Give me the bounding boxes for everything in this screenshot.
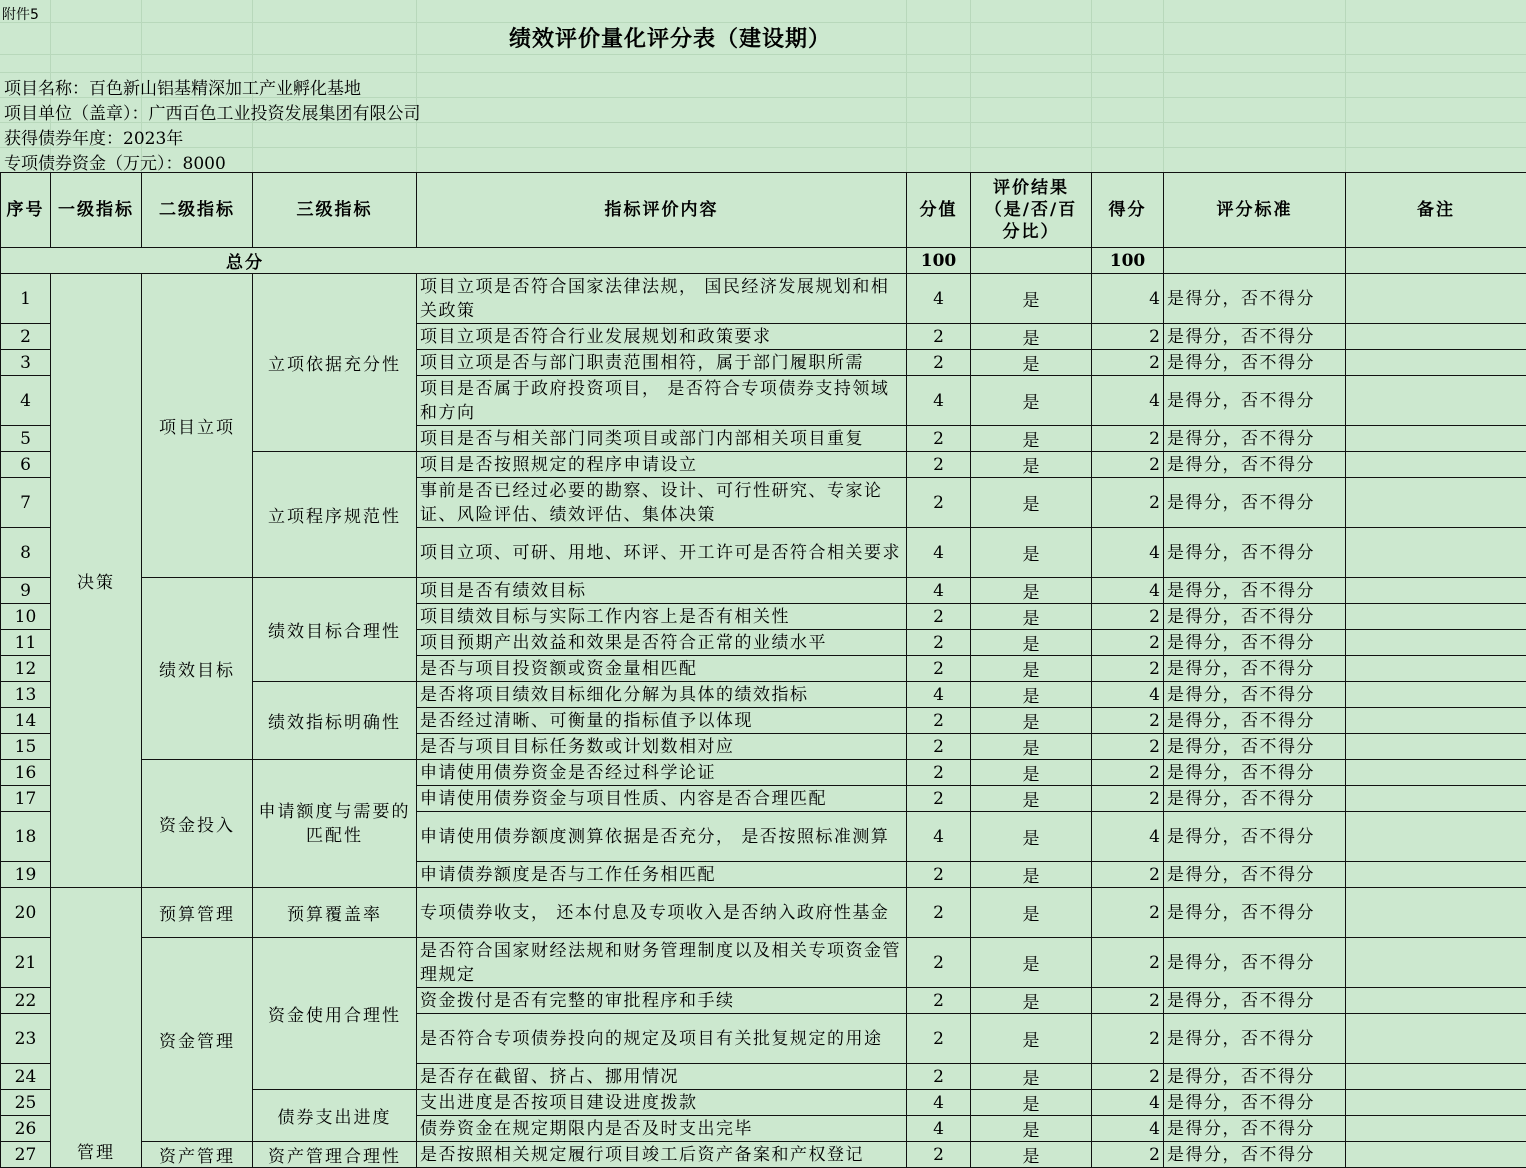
score-value: 2 (1092, 656, 1164, 682)
scoring-standard: 是得分，否不得分 (1164, 708, 1346, 734)
total-remark (1346, 248, 1526, 274)
score-value: 4 (1092, 1116, 1164, 1142)
bond-funds: 专项债券资金（万元）：8000 (4, 149, 226, 174)
evaluation-result: 是 (971, 274, 1092, 324)
score-value: 2 (1092, 734, 1164, 760)
score-table (0, 172, 1526, 1168)
level3-budget-coverage: 预算覆盖率 (253, 888, 417, 938)
evaluation-result: 是 (971, 888, 1092, 938)
remark-cell (1346, 324, 1526, 350)
evaluation-result: 是 (971, 862, 1092, 888)
remark-cell (1346, 938, 1526, 988)
scoring-standard: 是得分，否不得分 (1164, 350, 1346, 376)
scoring-standard: 是得分，否不得分 (1164, 630, 1346, 656)
remark-cell (1346, 630, 1526, 656)
points-value: 2 (907, 988, 971, 1014)
evaluation-content: 事前是否已经过必要的勘察、设计、可行性研究、专家论证、风险评估、绩效评估、集体决策 (417, 478, 907, 528)
row-number: 21 (1, 938, 51, 988)
remark-cell (1346, 478, 1526, 528)
remark-cell (1346, 656, 1526, 682)
attachment-label: 附件5 (2, 4, 39, 24)
evaluation-content: 项目立项、可研、用地、环评、开工许可是否符合相关要求 (417, 528, 907, 578)
header-content: 指标评价内容 (417, 173, 907, 248)
evaluation-result: 是 (971, 426, 1092, 452)
evaluation-content: 是否按照相关规定履行项目竣工后资产备案和产权登记 (417, 1142, 907, 1168)
points-value: 2 (907, 888, 971, 938)
score-value: 2 (1092, 988, 1164, 1014)
score-value: 4 (1092, 274, 1164, 324)
points-value: 2 (907, 1064, 971, 1090)
row-number: 3 (1, 350, 51, 376)
table-row (1, 274, 1526, 324)
evaluation-result: 是 (971, 812, 1092, 862)
evaluation-result: 是 (971, 1064, 1092, 1090)
scoring-standard: 是得分，否不得分 (1164, 734, 1346, 760)
scoring-standard: 是得分，否不得分 (1164, 324, 1346, 350)
scoring-standard: 是得分，否不得分 (1164, 1142, 1346, 1168)
remark-cell (1346, 1142, 1526, 1168)
evaluation-result: 是 (971, 1090, 1092, 1116)
evaluation-result: 是 (971, 376, 1092, 426)
evaluation-content: 是否与项目目标任务数或计划数相对应 (417, 734, 907, 760)
score-value: 2 (1092, 786, 1164, 812)
score-value: 2 (1092, 1014, 1164, 1064)
evaluation-content: 是否经过清晰、可衡量的指标值予以体现 (417, 708, 907, 734)
scoring-standard: 是得分，否不得分 (1164, 760, 1346, 786)
remark-cell (1346, 376, 1526, 426)
table-row (1, 888, 1526, 938)
row-number: 15 (1, 734, 51, 760)
points-value: 2 (907, 478, 971, 528)
evaluation-content: 项目是否有绩效目标 (417, 578, 907, 604)
points-value: 2 (907, 760, 971, 786)
score-value: 4 (1092, 578, 1164, 604)
evaluation-content: 是否符合专项债券投向的规定及项目有关批复规定的用途 (417, 1014, 907, 1064)
row-number: 12 (1, 656, 51, 682)
scoring-standard: 是得分，否不得分 (1164, 478, 1346, 528)
level3-basis: 立项依据充分性 (253, 274, 417, 452)
evaluation-result: 是 (971, 528, 1092, 578)
scoring-standard: 是得分，否不得分 (1164, 938, 1346, 988)
evaluation-content: 是否符合国家财经法规和财务管理制度以及相关专项资金管理规定 (417, 938, 907, 988)
evaluation-content: 申请使用债券资金是否经过科学论证 (417, 760, 907, 786)
evaluation-result: 是 (971, 682, 1092, 708)
gridline (1345, 0, 1346, 172)
level2-fund-input: 资金投入 (142, 760, 253, 888)
evaluation-content: 项目预期产出效益和效果是否符合正常的业绩水平 (417, 630, 907, 656)
score-value: 2 (1092, 630, 1164, 656)
scoring-standard: 是得分，否不得分 (1164, 1116, 1346, 1142)
evaluation-content: 项目立项是否符合国家法律法规， 国民经济发展规划和相关政策 (417, 274, 907, 324)
level2-budget: 预算管理 (142, 888, 253, 938)
row-number: 17 (1, 786, 51, 812)
row-number: 8 (1, 528, 51, 578)
score-value: 2 (1092, 350, 1164, 376)
remark-cell (1346, 734, 1526, 760)
row-number: 24 (1, 1064, 51, 1090)
total-label: 总分 (1, 248, 907, 274)
evaluation-result: 是 (971, 760, 1092, 786)
points-value: 2 (907, 862, 971, 888)
points-value: 2 (907, 452, 971, 478)
gridline (0, 147, 1526, 148)
row-number: 14 (1, 708, 51, 734)
evaluation-result: 是 (971, 786, 1092, 812)
scoring-standard: 是得分，否不得分 (1164, 1014, 1346, 1064)
total-row (1, 248, 1526, 274)
gridline (0, 72, 1526, 73)
points-value: 4 (907, 376, 971, 426)
level3-amount-match: 申请额度与需要的匹配性 (253, 760, 417, 888)
evaluation-content: 资金拨付是否有完整的审批程序和手续 (417, 988, 907, 1014)
header-level3: 三级指标 (253, 173, 417, 248)
remark-cell (1346, 888, 1526, 938)
points-value: 2 (907, 350, 971, 376)
table-row (1, 938, 1526, 988)
level3-indicator-clarity: 绩效指标明确性 (253, 682, 417, 760)
scoring-standard: 是得分，否不得分 (1164, 682, 1346, 708)
level3-bond-progress: 债券支出进度 (253, 1090, 417, 1142)
row-number: 26 (1, 1116, 51, 1142)
points-value: 2 (907, 1142, 971, 1168)
evaluation-result: 是 (971, 324, 1092, 350)
scoring-standard: 是得分，否不得分 (1164, 656, 1346, 682)
row-number: 10 (1, 604, 51, 630)
bond-year: 获得债券年度：2023年 (4, 124, 183, 149)
score-value: 4 (1092, 528, 1164, 578)
points-value: 2 (907, 426, 971, 452)
score-value: 2 (1092, 604, 1164, 630)
points-value: 2 (907, 324, 971, 350)
total-points: 100 (907, 248, 971, 274)
header-points: 分值 (907, 173, 971, 248)
level3-procedure: 立项程序规范性 (253, 452, 417, 578)
points-value: 4 (907, 682, 971, 708)
points-value: 4 (907, 528, 971, 578)
row-number: 2 (1, 324, 51, 350)
project-name: 项目名称：百色新山铝基精深加工产业孵化基地 (4, 74, 361, 99)
points-value: 4 (907, 578, 971, 604)
remark-cell (1346, 760, 1526, 786)
row-number: 25 (1, 1090, 51, 1116)
evaluation-result: 是 (971, 578, 1092, 604)
evaluation-result: 是 (971, 1014, 1092, 1064)
header-row (1, 173, 1526, 248)
row-number: 11 (1, 630, 51, 656)
evaluation-result: 是 (971, 656, 1092, 682)
points-value: 2 (907, 1014, 971, 1064)
evaluation-content: 项目是否与相关部门同类项目或部门内部相关项目重复 (417, 426, 907, 452)
remark-cell (1346, 862, 1526, 888)
level2-performance-goal: 绩效目标 (142, 578, 253, 760)
points-value: 4 (907, 1116, 971, 1142)
level2-project-setup: 项目立项 (142, 274, 253, 578)
evaluation-content: 项目绩效目标与实际工作内容上是否有相关性 (417, 604, 907, 630)
points-value: 4 (907, 812, 971, 862)
evaluation-result: 是 (971, 478, 1092, 528)
evaluation-content: 支出进度是否按项目建设进度拨款 (417, 1090, 907, 1116)
remark-cell (1346, 682, 1526, 708)
scoring-standard: 是得分，否不得分 (1164, 604, 1346, 630)
score-value: 2 (1092, 888, 1164, 938)
header-level2: 二级指标 (142, 173, 253, 248)
level3-fund-use: 资金使用合理性 (253, 938, 417, 1090)
evaluation-result: 是 (971, 630, 1092, 656)
score-value: 2 (1092, 1142, 1164, 1168)
remark-cell (1346, 604, 1526, 630)
score-value: 2 (1092, 426, 1164, 452)
remark-cell (1346, 426, 1526, 452)
scoring-standard: 是得分，否不得分 (1164, 888, 1346, 938)
points-value: 2 (907, 938, 971, 988)
evaluation-content: 申请债券额度是否与工作任务相匹配 (417, 862, 907, 888)
remark-cell (1346, 578, 1526, 604)
header-level1: 一级指标 (51, 173, 142, 248)
row-number: 19 (1, 862, 51, 888)
remark-cell (1346, 786, 1526, 812)
row-number: 27 (1, 1142, 51, 1168)
evaluation-result: 是 (971, 988, 1092, 1014)
row-number: 16 (1, 760, 51, 786)
row-number: 5 (1, 426, 51, 452)
score-value: 4 (1092, 812, 1164, 862)
scoring-standard: 是得分，否不得分 (1164, 578, 1346, 604)
header-score: 得分 (1092, 173, 1164, 248)
scoring-standard: 是得分，否不得分 (1164, 376, 1346, 426)
score-value: 4 (1092, 1090, 1164, 1116)
evaluation-content: 是否存在截留、挤占、挪用情况 (417, 1064, 907, 1090)
points-value: 2 (907, 786, 971, 812)
remark-cell (1346, 528, 1526, 578)
points-value: 2 (907, 604, 971, 630)
scoring-standard: 是得分，否不得分 (1164, 528, 1346, 578)
row-number: 23 (1, 1014, 51, 1064)
evaluation-content: 是否将项目绩效目标细化分解为具体的绩效指标 (417, 682, 907, 708)
row-number: 18 (1, 812, 51, 862)
points-value: 2 (907, 734, 971, 760)
evaluation-result: 是 (971, 604, 1092, 630)
remark-cell (1346, 708, 1526, 734)
scoring-standard: 是得分，否不得分 (1164, 274, 1346, 324)
evaluation-content: 申请使用债券资金与项目性质、内容是否合理匹配 (417, 786, 907, 812)
project-unit: 项目单位（盖章）：广西百色工业投资发展集团有限公司 (4, 99, 421, 124)
remark-cell (1346, 274, 1526, 324)
evaluation-result: 是 (971, 938, 1092, 988)
evaluation-result: 是 (971, 452, 1092, 478)
level2-asset-management: 资产管理 (142, 1142, 253, 1168)
level2-fund-management: 资金管理 (142, 938, 253, 1142)
row-number: 20 (1, 888, 51, 938)
row-number: 22 (1, 988, 51, 1014)
points-value: 4 (907, 1090, 971, 1116)
table-row (1, 578, 1526, 604)
row-number: 6 (1, 452, 51, 478)
score-value: 4 (1092, 376, 1164, 426)
scoring-standard: 是得分，否不得分 (1164, 426, 1346, 452)
scoring-standard: 是得分，否不得分 (1164, 1090, 1346, 1116)
header-result: 评价结果（是/否/百分比） (971, 173, 1092, 248)
evaluation-content: 申请使用债券额度测算依据是否充分， 是否按照标准测算 (417, 812, 907, 862)
score-value: 4 (1092, 682, 1164, 708)
evaluation-content: 是否与项目投资额或资金量相匹配 (417, 656, 907, 682)
score-value: 2 (1092, 938, 1164, 988)
remark-cell (1346, 452, 1526, 478)
scoring-standard: 是得分，否不得分 (1164, 812, 1346, 862)
total-standard (1164, 248, 1346, 274)
remark-cell (1346, 1090, 1526, 1116)
evaluation-content: 专项债券收支， 还本付息及专项收入是否纳入政府性基金 (417, 888, 907, 938)
scoring-standard: 是得分，否不得分 (1164, 862, 1346, 888)
points-value: 2 (907, 630, 971, 656)
evaluation-result: 是 (971, 1116, 1092, 1142)
remark-cell (1346, 1014, 1526, 1064)
score-value: 2 (1092, 478, 1164, 528)
points-value: 2 (907, 656, 971, 682)
gridline (0, 54, 1526, 55)
row-number: 13 (1, 682, 51, 708)
table-row (1, 760, 1526, 786)
evaluation-result: 是 (971, 1142, 1092, 1168)
score-value: 2 (1092, 760, 1164, 786)
page-title: 绩效评价量化评分表（建设期） (0, 22, 1340, 53)
level1-management: 管理 (51, 888, 142, 1168)
score-value: 2 (1092, 324, 1164, 350)
scoring-standard: 是得分，否不得分 (1164, 988, 1346, 1014)
evaluation-result: 是 (971, 708, 1092, 734)
header-seq: 序号 (1, 173, 51, 248)
evaluation-content: 项目立项是否符合行业发展规划和政策要求 (417, 324, 907, 350)
table-row (1, 1142, 1526, 1168)
row-number: 9 (1, 578, 51, 604)
total-score: 100 (1092, 248, 1164, 274)
remark-cell (1346, 812, 1526, 862)
evaluation-content: 项目是否属于政府投资项目， 是否符合专项债券支持领域和方向 (417, 376, 907, 426)
remark-cell (1346, 988, 1526, 1014)
score-value: 2 (1092, 1064, 1164, 1090)
remark-cell (1346, 1116, 1526, 1142)
points-value: 2 (907, 708, 971, 734)
evaluation-content: 项目是否按照规定的程序申请设立 (417, 452, 907, 478)
points-value: 4 (907, 274, 971, 324)
row-number: 1 (1, 274, 51, 324)
remark-cell (1346, 1064, 1526, 1090)
header-remark: 备注 (1346, 173, 1526, 248)
scoring-standard: 是得分，否不得分 (1164, 786, 1346, 812)
row-number: 4 (1, 376, 51, 426)
scoring-standard: 是得分，否不得分 (1164, 1064, 1346, 1090)
score-value: 2 (1092, 452, 1164, 478)
total-result (971, 248, 1092, 274)
level3-asset-rationality: 资产管理合理性 (253, 1142, 417, 1168)
header-standard: 评分标准 (1164, 173, 1346, 248)
scoring-standard: 是得分，否不得分 (1164, 452, 1346, 478)
score-value: 2 (1092, 708, 1164, 734)
remark-cell (1346, 350, 1526, 376)
evaluation-result: 是 (971, 350, 1092, 376)
evaluation-content: 项目立项是否与部门职责范围相符，属于部门履职所需 (417, 350, 907, 376)
score-value: 2 (1092, 862, 1164, 888)
row-number: 7 (1, 478, 51, 528)
evaluation-content: 债券资金在规定期限内是否及时支出完毕 (417, 1116, 907, 1142)
level3-goal-rationality: 绩效目标合理性 (253, 578, 417, 682)
evaluation-result: 是 (971, 734, 1092, 760)
level1-decision: 决策 (51, 274, 142, 888)
